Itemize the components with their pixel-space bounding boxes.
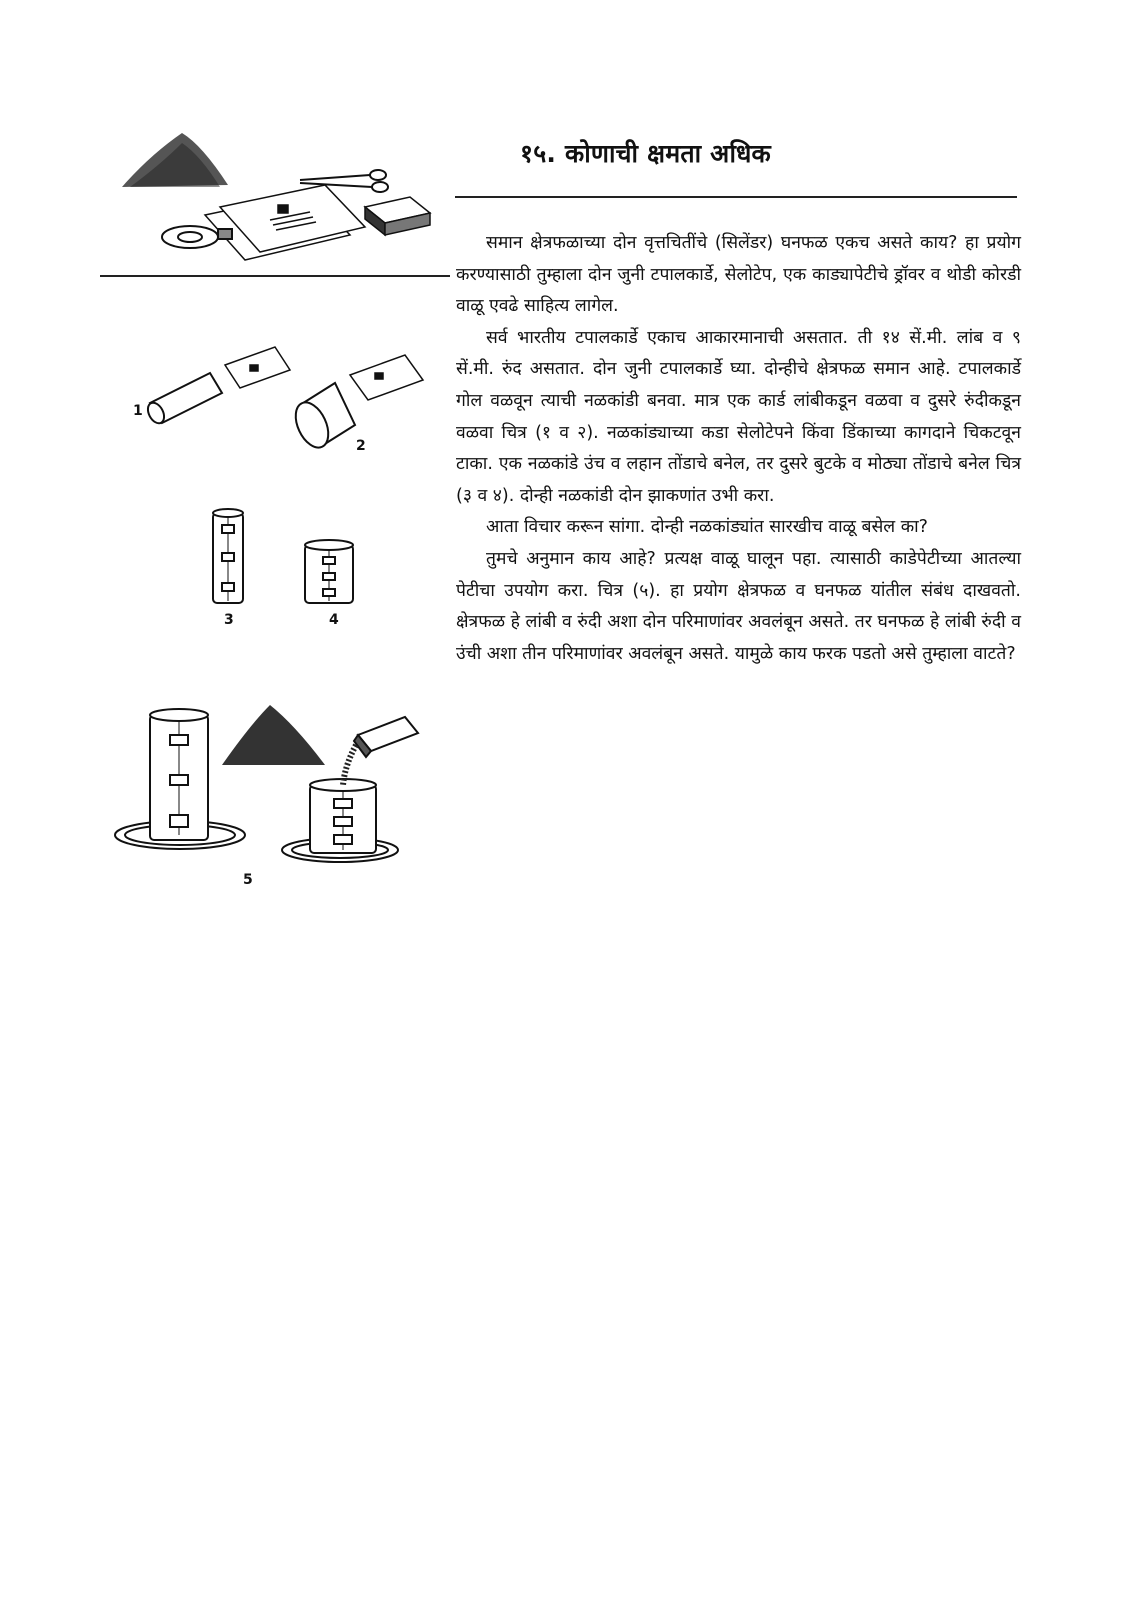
matchbox-drawer-icon <box>354 717 418 757</box>
figure-1-2 <box>140 325 440 465</box>
matchbox-icon <box>365 197 430 235</box>
sand-pile-icon <box>222 705 325 765</box>
figure-label-1: 1 <box>133 403 143 419</box>
paragraph-1: समान क्षेत्रफळाच्या दोन वृत्तचितींचे (सिलेंडर) घनफळ एकच असते काय? हा प्रयोग करण्यासाठी तुम्हाला दोन जुनी टपालकार्डे, सेलोटेप, एक काड्यापेटीचे ड्रॉवर व थोडी कोरडी वाळू एवढे साहित्य लागेल. <box>456 233 1021 317</box>
short-tube-icon <box>305 540 353 603</box>
short-tube-on-plate-icon <box>282 779 398 862</box>
body-text <box>456 228 1021 670</box>
figure-3-4 <box>205 505 365 610</box>
figure-label-2: 2 <box>356 438 366 454</box>
short-wide-tube-icon <box>289 383 355 453</box>
paragraph-4: तुमचे अनुमान काय आहे? प्रत्यक्ष वाळू घालून पहा. त्यासाठी काडेपेटीच्या आतल्या पेटीचा उपयोग करा. चित्र (५). हा प्रयोग क्षेत्रफळ व घनफळ यांतील संबंध दाखवतो. क्षेत्रफळ हे लांबी व रुंदी अशा दोन परिमाणांवर अवलंबून असते. तर घनफळ हे लांबी रुंदी व उंची अशा तीन परिमाणांवर अवलंबून असते. यामुळे काय फरक पडतो असे तुम्हाला वाटते? <box>456 548 1021 664</box>
tall-tube-on-plate-icon <box>115 709 245 849</box>
figure-divider <box>100 275 450 277</box>
page-title: १५. कोणाची क्षमता अधिक <box>520 139 771 168</box>
tape-roll-icon <box>162 226 232 248</box>
paragraph-3: आता विचार करून सांगा. दोन्ही नळकांड्यांत सारखीच वाळू बसेल का? <box>486 517 928 538</box>
figure-label-4: 4 <box>329 612 339 628</box>
long-tube-icon <box>145 373 222 426</box>
figure-5 <box>100 695 430 885</box>
figure-label-3: 3 <box>224 612 234 628</box>
postcards-icon <box>205 185 365 260</box>
materials-illustration <box>110 125 450 270</box>
title-divider <box>455 196 1017 198</box>
tall-tube-icon <box>213 509 243 603</box>
figure-label-5: 5 <box>243 872 253 888</box>
paragraph-2: सर्व भारतीय टपालकार्डे एकाच आकारमानाची असतात. ती १४ सें.मी. लांब व ९ सें.मी. रुंद असतात. दोन जुनी टपालकार्डे घ्या. दोन्हीचे क्षेत्रफळ समान आहे. टपालकार्डे गोल वळवून त्याची नळकांडी बनवा. मात्र एक कार्ड लांबीकडून वळवा व दुसरे रुंदीकडून वळवा चित्र (१ व २). नळकांड्याच्या कडा सेलोटेपने किंवा डिंकाच्या कागदाने चिकटवून टाका. एक नळकांडे उंच व लहान तोंडाचे बनेल, तर दुसरे बुटके व मोठ्या तोंडाचे बनेल चित्र (३ व ४). दोन्ही नळकांडी दोन झाकणांत उभी करा. <box>456 327 1021 506</box>
